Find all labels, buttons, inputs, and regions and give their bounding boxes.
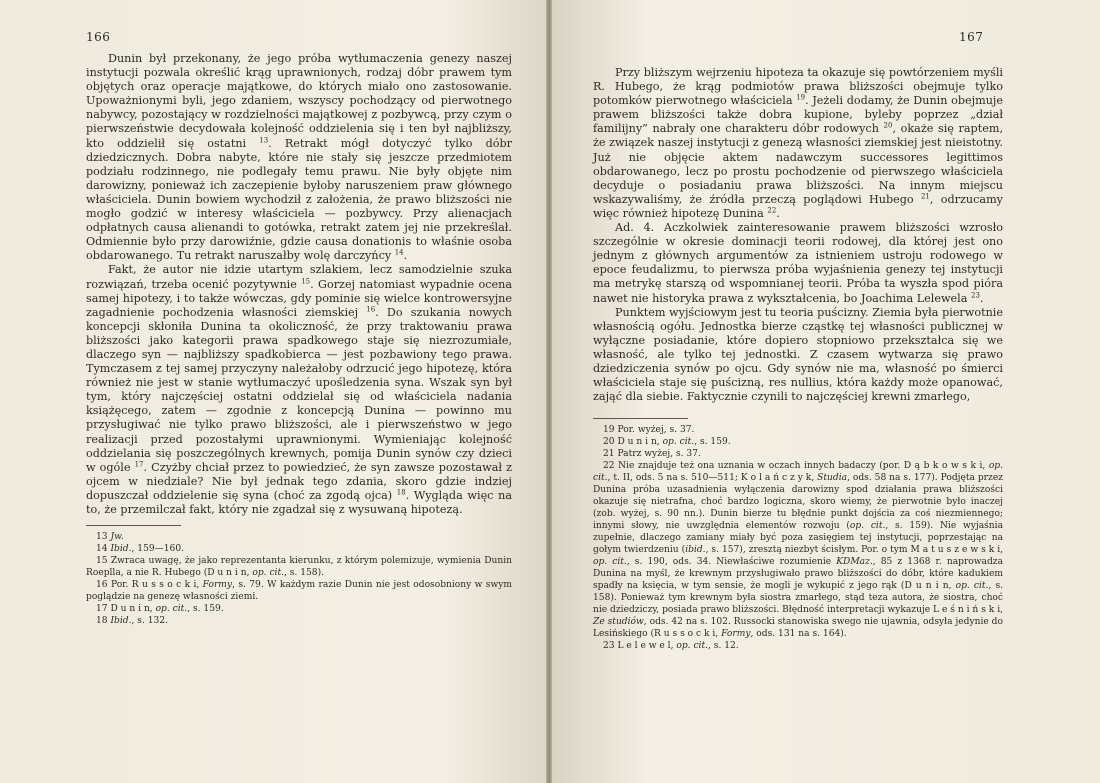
footnote-marker: 21: [920, 192, 930, 201]
paragraph: Fakt, że autor nie idzie utartym szlakiem, lecz samodzielnie szuka rozwiązań, trzeba ocenić pozytywnie $^{15}$. Gorzej natomiast wypadnie ocena samej hipotezy, i to także wówczas, gdy pominie się wielce kontrowersyjne zagadnienie pochodzenia własności ziemskiej $^{16}$. Do szukania nowych koncepcji skłoniła Dunina ta okoliczność, że przy traktowaniu prawa bliższości jako kategorii prawa spadkowego staje się niezrozumiałe, dlaczego syn — najbliższy spadkobierca — jest pozbawiony tego prawa. Tymczasem z tej samej przyczyny należałoby odrzucić jego hipotezę, która również nie jest w stanie wytłumaczyć upośledzenia syna. Wszak syn był tym, który najczęściej ostatni oddzielał się od właściciela nadania książęcego, zatem — zgodnie z koncepcją Dunina — powinno mu przysługiwać nie tylko prawo bliższości, ale i pierwszeństwo w jego realizacji przed pozostałymi uprawnionymi. Wymieniając kolejność oddzielania się poszczególnych krewnych, pomija Dunin synów czy dzieci w ogóle $^{17}$. Czyżby chciał przez to powiedzieć, że syn zawsze pozostawał z ojcem w niedziale? Nie był jednak tego zdania, skoro gdzie indziej dopuszczał oddzielenie się syna (choć za zgodą ojca) $^{18}$. Wygląda więc na to, że przemilczał fakt, który nie zgadzał się z wysuwaną hipotezą.: [86, 263, 513, 516]
paragraph: Przy bliższym wejrzeniu hipoteza ta okazuje się powtórzeniem myśli R. Hubego, że krąg podmiotów prawa bliższości obejmuje tylko potomków pierwotnego właściciela $^{19}$. Jeżeli dodamy, że Dunin obejmuje prawem bliższości także dobra kupione, byleby poprzez „dział familijny” nabrały one charakteru dóbr rodowych $^{20}$, okaże się raptem, że związek naszej instytucji z genezą własności ziemskiej jest nieistotny. Już nie objęcie aktem nadawczym successores legittimos obdarowanego, lecz po prostu pochodzenie od pierwszego właściciela decyduje o posiadaniu prawa bliższości. Na innym miejscu wskazywaliśmy, że źródła przeczą poglądowi Hubego $^{21}$, odrzucamy więc również hipotezę Dunina $^{22}$.: [593, 66, 1003, 220]
footnote: 23 L e l e w e l, op. cit., s. 12.: [603, 641, 739, 652]
footnote: 19 Por. wyżej, s. 37.: [603, 425, 695, 436]
italic-text: op. cit.: [662, 437, 695, 448]
footnote-marker: 17: [134, 459, 144, 468]
italic-text: Formy: [721, 629, 751, 640]
italic-text: KDMaz.: [836, 557, 873, 568]
footnote: 17 D u n i n, op. cit., s. 159.: [96, 604, 224, 615]
italic-text: op. cit.: [849, 521, 886, 532]
footnotes: [86, 531, 512, 627]
footnote-marker: 22: [767, 206, 777, 215]
italic-text: Ze studiów: [593, 617, 644, 628]
right-page: [549, 0, 1100, 783]
italic-text: Formy: [202, 580, 233, 591]
footnotes: [593, 424, 1003, 652]
footnote-marker: 15: [301, 276, 311, 285]
paragraph: Punktem wyjściowym jest tu teoria puścizny. Ziemia była pierwotnie własnością ogółu. Jednostka bierze cząstkę tej własności publicznej w wyłączne posiadanie, które dopiero stopniowo przekształca się we własność, ale tylko tej jednostki. Z czasem wytwarza się prawo dziedziczenia synów po ojcu. Gdy synów nie ma, własność po śmierci właściciela staje się puścizną, res nullius, która każdy może opanować, zająć dla siebie. Faktycznie czynili to najczęściej krewni zmarłego,: [593, 305, 1003, 404]
footnote-marker: 13: [259, 135, 269, 144]
footnote: 18 Ibid., s. 132.: [96, 616, 168, 627]
footnote: 21 Patrz wyżej, s. 37.: [603, 449, 701, 460]
paragraph: Dunin był przekonany, że jego próba wytłumaczenia genezy naszej instytucji pozwala określić krąg uprawnionych, rodzaj dóbr prawem tym objętych oraz operacje majątkowe, do których miało ono zastosowanie. Upoważnionymi byli, jego zdaniem, wszyscy pochodzący od pierwotnego nabywcy, pozostający w rozdzielności majątkowej z pozbywcą, przy czym o pierwszeństwie decydowała kolejność oddzielenia się i ten był najbliższy, kto oddzielił się ostatni $^{13}$. Retrakt mógł dotyczyć tylko dóbr dziedzicznych. Dobra nabyte, które nie stały się jeszcze przedmiotem podziału rodzinnego, nie podlegały temu prawu. Nie były objęte nim darowizny, ponieważ ich zaczepienie byłoby naruszeniem praw głównego właściciela. Dunin bowiem wychodził z założenia, że prawo bliższości nie mogło godzić w interesy właściciela — pozbywcy. Przy alienacjach odpłatnych causa alienandi to gotówka, retrakt zatem jej nie przekreślał. Odmiennie było przy darowiźnie, gdzie causa donationis to właśnie osoba obdarowanego. Tu retrakt naruszałby wolę darczyńcy $^{14}$.: [86, 52, 513, 263]
right-page-body: [593, 66, 1003, 652]
footnote: 14 Ibid., 159—160.: [96, 544, 184, 555]
left-page-body: [86, 52, 512, 627]
italic-text: op. cit.: [593, 557, 627, 568]
paragraph: Ad. 4. Aczkolwiek zainteresowanie prawem bliższości wzrosło szczególnie w okresie dominacji teorii rodowej, dla której jest ono jednym z głównych argumentów za istnieniem ustroju rodowego w epoce feudalizmu, to pierwsza próba wyjaśnienia genezy tej instytucji ma metrykę starszą od wspomnianej teorii. Próba ta wyszła spod pióra nawet nie historyka prawa z wykształcenia, bo Joachima Lelewela $^{23}$.: [593, 221, 1003, 305]
footnote-marker: 14: [394, 248, 404, 257]
footnote: 20 D u n i n, op. cit., s. 159.: [603, 437, 731, 448]
footnote-rule: [86, 525, 181, 526]
footnote: 16 Por. R u s s o c k i, Formy, s. 79. W każdym razie Dunin nie jest odosobniony w swym poglądzie na genezę własności ziemi.: [86, 580, 512, 603]
italic-text: op. cit.: [155, 604, 188, 615]
footnote-marker: 16: [366, 304, 376, 313]
footnote-marker: 23: [970, 290, 980, 299]
italic-text: op. cit.: [593, 461, 1003, 484]
footnote-marker: 19: [796, 93, 806, 102]
italic-text: op. cit.: [252, 568, 284, 579]
footnote: 22 Nie znajduje też ona uznania w oczach innych badaczy (por. D ą b k o w s k i, op. cit., t. II, ods. 5 na s. 510—511; K o l a ń c z y k, Studia, ods. 58 na s. 177). Podjęta przez Dunina próba uzasadnienia wyłączenia darowizny spod działania prawa bliższości okazuje się nietrafna, choć bardzo logiczna, skoro wiemy, że pierwotnie było inaczej (zob. wyżej, s. 90 nn.). Dunin bierze tu błędnie punkt dojścia za coś niezmiennego; innymi słowy, nie uwzględnia elementów rozwoju (op. cit., s. 159). Nie wyjaśnia zupełnie, dlaczego zamiany miały być poza zasięgiem tej instytucji, poprzestając na gołym twierdzeniu (ibid., s. 157), zresztą niezbyt ścisłym. Por. o tym M a t u s z e w s k i, op. cit., s. 190, ods. 34. Niewłaściwe rozumienie KDMaz., 85 z 1368 r. naprowadza Dunina na myśl, że krewnym przysługiwało prawo bliższości do dóbr, które kadukiem spadły na księcia, w tym sensie, że mogli je wykupić z jego rąk (D u n i n, op. cit., s. 158). Ponieważ tym krewnym była siostra zmarłego, stąd teza autora, że siostra, choć nie dziedziczy, posiada prawo bliższości. Błędność interpretacji wykazuje L e ś n i ń s k i, Ze studiów, ods. 42 na s. 102. Russocki stanowiska swego nie ujawnia, odsyła jedynie do Lesińskiego (R u s s o c k i, Formy, ods. 131 na s. 164).: [593, 461, 1004, 640]
italic-text: op. cit.: [676, 641, 708, 652]
italic-text: ibid.: [685, 545, 706, 556]
italic-text: Ibid.: [110, 616, 132, 627]
left-page: [0, 0, 549, 783]
italic-text: op. cit.: [955, 581, 989, 592]
page-number: 167: [959, 30, 984, 44]
footnote-marker: 18: [396, 488, 406, 497]
footnote-marker: 20: [883, 121, 893, 130]
footnote: 15 Zwraca uwagę, że jako reprezentanta kierunku, z którym polemizuje, wymienia Dunin Roeplla, a nie R. Hubego (D u n i n, op. cit., s. 158).: [86, 556, 512, 579]
page-number: 166: [86, 30, 111, 44]
italic-text: Ibid.: [110, 544, 132, 555]
footnote-rule: [593, 418, 688, 419]
italic-text: Studia: [817, 473, 848, 484]
footnote: 13 Jw.: [96, 532, 124, 543]
italic-text: Jw.: [110, 532, 124, 543]
book-gutter: [546, 0, 552, 783]
